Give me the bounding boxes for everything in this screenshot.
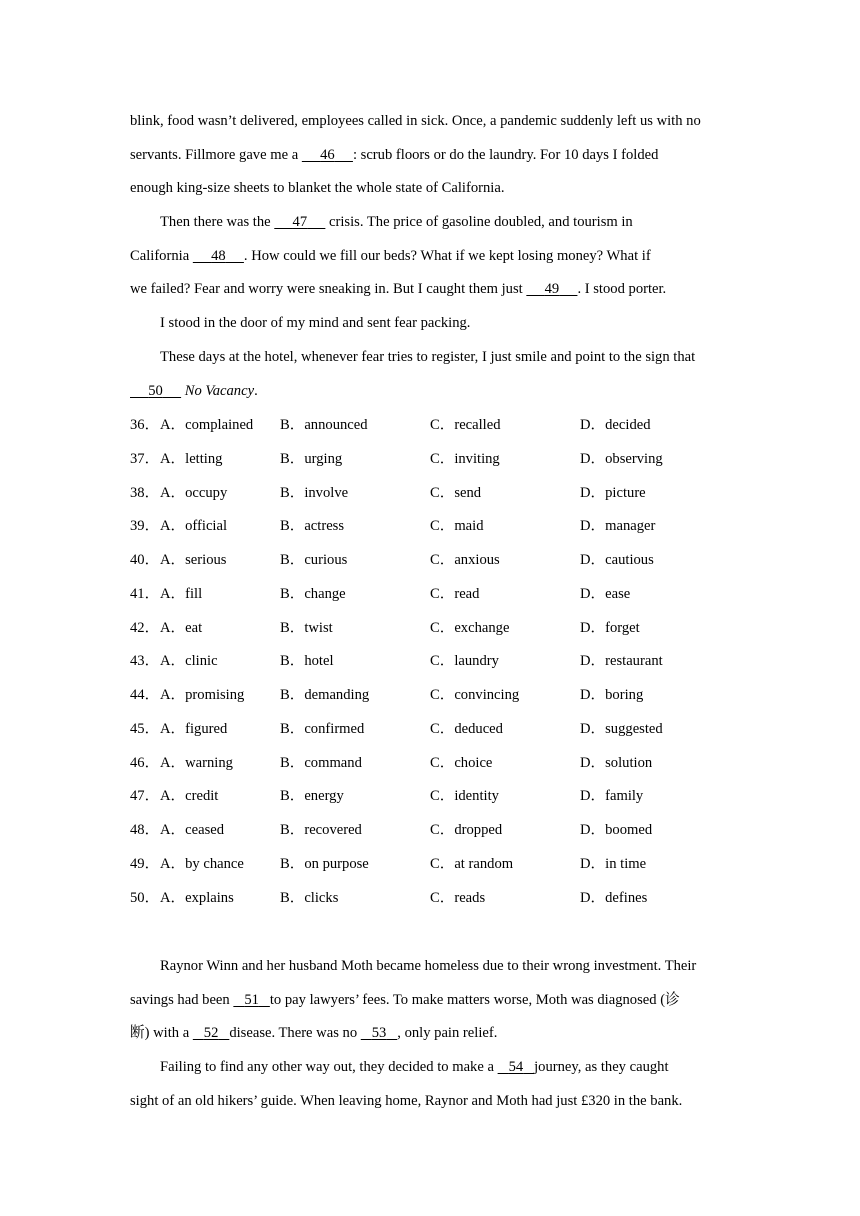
option-b: B．involve: [280, 484, 349, 501]
option-c: C．read: [430, 585, 480, 602]
option-c: C．at random: [430, 855, 514, 872]
option-a: A．explains: [160, 889, 234, 906]
text-run: disease. There was no: [229, 1025, 361, 1042]
option-d: D．restaurant: [580, 653, 663, 670]
question-row: [130, 780, 730, 814]
option-c: C．inviting: [430, 450, 500, 467]
text-run: These days at the hotel, whenever fear tries to register, I just smile and point to the sign that: [160, 348, 696, 365]
option-b: B．clicks: [280, 889, 339, 906]
option-c: C．anxious: [430, 552, 500, 568]
option-d: D．boomed: [580, 822, 653, 838]
option-b: B．actress: [280, 518, 345, 535]
option-a: A．complained: [160, 417, 254, 433]
text-run: Raynor Winn and her husband Moth became homeless due to their wrong investment. Their: [160, 958, 697, 974]
blank-48: 48: [211, 247, 226, 264]
option-c: C．recalled: [430, 417, 501, 433]
question-number: 50．: [130, 889, 160, 906]
text-run: to pay lawyers’ fees. To make matters worse, Moth was diagnosed (诊: [269, 991, 680, 1008]
text-run: . How could we fill our beds? What if we kept losing money? What if: [243, 247, 651, 264]
text-run: . I stood porter.: [577, 281, 667, 298]
text-run: journey, as they caught: [534, 1059, 669, 1076]
option-c: C．maid: [430, 518, 484, 535]
question-number: 43．: [130, 653, 160, 670]
passage-line: [130, 1017, 730, 1051]
blank-50: 50: [148, 382, 163, 399]
option-c: C．reads: [430, 889, 486, 906]
text-run: Failing to find any other way out, they decided to make a: [160, 1059, 498, 1076]
passage-line: [130, 172, 730, 206]
text-run: I stood in the door of my mind and sent fear packing.: [160, 315, 471, 332]
option-b: B．recovered: [280, 822, 362, 838]
option-a: A．promising: [160, 687, 245, 703]
text-run: Then there was the: [160, 214, 275, 231]
option-a: A．by chance: [160, 855, 244, 872]
text-run: servants. Fillmore gave me a: [130, 146, 302, 163]
option-b: B．announced: [280, 417, 368, 433]
option-b: B．demanding: [280, 687, 370, 703]
option-d: D．cautious: [580, 552, 654, 568]
option-a: A．fill: [160, 585, 203, 602]
question-row: [130, 679, 730, 713]
question-row: [130, 510, 730, 544]
question-number: 36．: [130, 417, 160, 433]
blank-49: 49: [544, 281, 560, 298]
option-d: D．defines: [580, 889, 648, 906]
question-number: 37．: [130, 450, 160, 467]
option-b: B．twist: [280, 619, 333, 636]
question-row: [130, 612, 730, 646]
question-row: [130, 645, 730, 679]
option-d: D．decided: [580, 417, 651, 433]
passage-line: [130, 1051, 730, 1085]
option-a: A．credit: [160, 788, 219, 805]
question-number: 39．: [130, 518, 160, 535]
option-d: D．manager: [580, 518, 656, 535]
option-b: B．hotel: [280, 653, 334, 670]
option-a: A．warning: [160, 754, 233, 771]
blank-46: 46: [320, 146, 335, 163]
text-run: 断) with a: [130, 1025, 193, 1042]
blank-53: 53: [371, 1025, 387, 1042]
option-a: A．occupy: [160, 484, 228, 501]
option-b: B．command: [280, 754, 362, 771]
blank-47: 47: [292, 214, 308, 231]
question-row: [130, 747, 730, 781]
option-a: A．figured: [160, 720, 228, 737]
option-a: A．serious: [160, 552, 227, 568]
question-row: [130, 848, 730, 882]
question-row: [130, 443, 730, 477]
option-d: D．observing: [580, 450, 663, 467]
passage-line: [130, 307, 730, 341]
text-run: crisis. The price of gasoline doubled, and tourism in: [325, 214, 633, 231]
text-run: blink, food wasn’t delivered, employees called in sick. Once, a pandemic suddenly left us with no: [130, 113, 701, 129]
option-d: D．ease: [580, 585, 631, 602]
option-a: A．letting: [160, 450, 223, 467]
question-number: 44．: [130, 687, 160, 703]
passage-line: [130, 341, 730, 375]
question-number: 40．: [130, 552, 160, 568]
question-row: [130, 544, 730, 578]
option-d: D．family: [580, 788, 644, 805]
option-c: C．laundry: [430, 653, 499, 670]
text-run: savings had been: [130, 991, 234, 1008]
blank-51: 51: [244, 991, 259, 1008]
option-c: C．exchange: [430, 619, 510, 636]
option-a: A．ceased: [160, 822, 225, 838]
option-c: C．identity: [430, 788, 499, 805]
text-run: enough king-size sheets to blanket the whole state of California.: [130, 180, 505, 197]
passage-line: [130, 1085, 730, 1119]
option-b: B．change: [280, 585, 346, 602]
question-number: 46．: [130, 754, 160, 771]
passage-2: [130, 950, 730, 1118]
text-run: we failed? Fear and worry were sneaking in. But I caught them just: [130, 281, 527, 298]
text-run: : scrub floors or do the laundry. For 10 days I folded: [352, 146, 659, 163]
option-a: A．official: [160, 518, 228, 535]
question-number: 41．: [130, 585, 160, 602]
option-d: D．suggested: [580, 720, 663, 737]
option-d: D．solution: [580, 754, 653, 771]
passage-line: [130, 105, 730, 139]
passage-line: [130, 273, 730, 307]
option-b: B．curious: [280, 552, 348, 568]
sign-text: No Vacancy: [184, 382, 255, 399]
text-run: California: [130, 247, 193, 264]
option-d: D．forget: [580, 619, 640, 636]
question-row: [130, 882, 730, 916]
question-number: 48．: [130, 822, 160, 838]
option-c: C．convincing: [430, 687, 520, 703]
passage-line: 50 No Vacancy.: [130, 375, 730, 409]
text-run: , only pain relief.: [397, 1025, 498, 1042]
option-c: C．send: [430, 484, 482, 501]
blank-52: 52: [203, 1025, 219, 1042]
option-b: B．confirmed: [280, 720, 365, 737]
option-a: A．eat: [160, 619, 203, 636]
passage-line: [130, 240, 730, 274]
question-number: 49．: [130, 855, 160, 872]
question-row: [130, 713, 730, 747]
passage-line: [130, 984, 730, 1018]
option-d: D．in time: [580, 855, 647, 872]
passage-1: [130, 105, 730, 408]
text-run: sight of an old hikers’ guide. When leaving home, Raynor and Moth had just £320 in the bank.: [130, 1092, 683, 1109]
passage-line: [130, 139, 730, 173]
option-d: D．boring: [580, 687, 644, 703]
question-number: 38．: [130, 484, 160, 501]
question-row: [130, 578, 730, 612]
blank-54: 54: [508, 1059, 524, 1076]
question-number: 45．: [130, 720, 160, 737]
answer-options: [130, 409, 730, 915]
question-number: 47．: [130, 788, 160, 805]
option-b: B．on purpose: [280, 855, 369, 872]
option-d: D．picture: [580, 484, 646, 501]
question-row: [130, 409, 730, 443]
option-b: B．energy: [280, 788, 344, 805]
passage-line: [130, 950, 730, 984]
option-b: B．urging: [280, 450, 343, 467]
option-a: A．clinic: [160, 653, 218, 670]
question-row: [130, 814, 730, 848]
option-c: C．choice: [430, 754, 493, 771]
question-row: [130, 477, 730, 511]
question-number: 42．: [130, 619, 160, 636]
passage-line: [130, 206, 730, 240]
option-c: C．dropped: [430, 822, 503, 838]
option-c: C．deduced: [430, 720, 503, 737]
